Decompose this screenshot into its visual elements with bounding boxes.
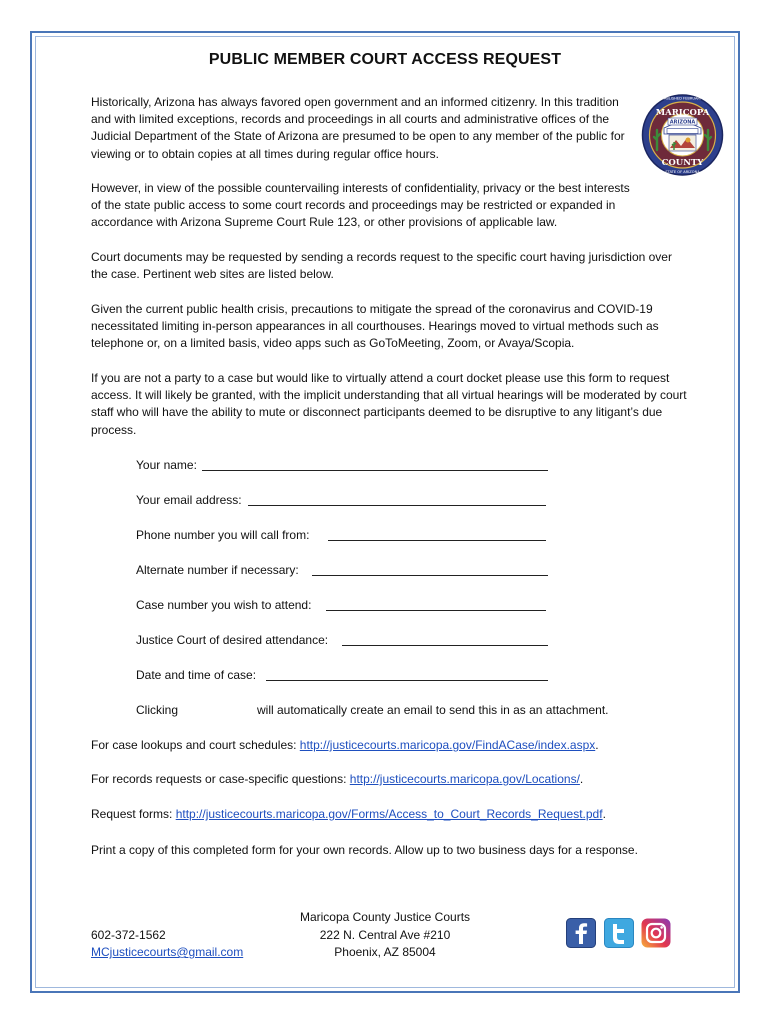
clicking-prefix: Clicking xyxy=(136,703,179,717)
alt-phone-input-line[interactable] xyxy=(312,575,548,576)
case-number-label: Case number you wish to attend: xyxy=(136,598,312,612)
footer-address-line3: Phoenix, AZ 85004 xyxy=(334,945,436,959)
records-request-label: For records requests or case-specific questions: xyxy=(91,772,350,786)
justice-court-field[interactable] xyxy=(136,633,328,648)
email-field[interactable] xyxy=(136,493,242,508)
phone-field[interactable] xyxy=(136,528,309,543)
seal-banner: ARIZONA xyxy=(669,119,696,126)
case-lookup-label: For case lookups and court schedules: xyxy=(91,738,300,752)
twitter-icon[interactable] xyxy=(604,918,634,948)
intro-paragraph: Historically, Arizona has always favored open government and an informed citizenry. In this tradition and with limited exceptions, records and proceedings in all courts and administrative offices of the Judicial Department of the State of Arizona are presumed to be open to any member of the public for viewing or to obtain copies at all times during regular office hours. xyxy=(91,95,625,161)
name-field[interactable] xyxy=(136,458,197,473)
seal-ring-bottom: STATE OF ARIZONA xyxy=(665,170,700,174)
case-number-field[interactable] xyxy=(136,598,311,613)
phone-input-line[interactable] xyxy=(328,540,546,541)
records-request-line xyxy=(91,772,583,787)
case-number-input-line[interactable] xyxy=(326,610,546,611)
phone-label: Phone number you will call from: xyxy=(136,528,310,542)
alt-phone-label: Alternate number if necessary: xyxy=(136,563,299,577)
case-lookup-end: . xyxy=(595,738,599,752)
seal-bottom-text: COUNTY xyxy=(661,158,704,168)
case-lookup-link[interactable]: http://justicecourts.maricopa.gov/FindACase/index.aspx xyxy=(299,738,596,752)
request-forms-label: Request forms: xyxy=(91,807,176,821)
maricopa-county-seal-icon xyxy=(641,90,724,188)
seal-ring-top: ESTABLISHED FEBRUARY 14 xyxy=(657,96,708,101)
request-forms-end: . xyxy=(602,807,606,821)
justice-court-label: Justice Court of desired attendance: xyxy=(136,633,329,647)
date-time-label: Date and time of case: xyxy=(136,668,257,682)
date-time-input-line[interactable] xyxy=(266,680,548,681)
facebook-icon[interactable] xyxy=(566,918,596,948)
footer-address-line1: Maricopa County Justice Courts xyxy=(299,910,471,924)
court-documents-paragraph: Court documents may be requested by sending a records request to the specific court having jurisdiction over the case. Pertinent web sites are listed below. xyxy=(91,250,672,282)
footer-phone: 602-372-1562 xyxy=(91,928,166,942)
name-input-line[interactable] xyxy=(202,470,548,471)
request-forms-link[interactable]: http://justicecourts.maricopa.gov/Forms/Access_to_Court_Records_Request.pdf xyxy=(175,807,603,821)
footer-email-link[interactable]: MCjusticecourts@gmail.com xyxy=(91,945,244,959)
public-health-paragraph: Given the current public health crisis, precautions to mitigate the spread of the coronavirus and COVID-19 necessitated limiting in-person appearances in all courthouses. Hearings moved to virtual methods such as telephone or, on a limited basis, video apps such as GoToMeeting, Zoom, or Avaya/Scopia. xyxy=(91,302,659,351)
instagram-icon[interactable] xyxy=(641,918,671,948)
footer-address-line2: 222 N. Central Ave #210 xyxy=(319,927,451,942)
email-label: Your email address: xyxy=(136,493,242,507)
records-request-end: . xyxy=(579,772,584,786)
alt-phone-field[interactable] xyxy=(136,563,299,578)
print-note: Print a copy of this completed form for your own records. Allow up to two business days for a response. xyxy=(91,843,638,857)
seal-top-text: MARICOPA xyxy=(655,108,710,118)
request-forms-line xyxy=(91,807,606,822)
date-time-field[interactable] xyxy=(136,668,256,683)
page-title: PUBLIC MEMBER COURT ACCESS REQUEST xyxy=(208,51,562,68)
restrictions-paragraph: However, in view of the possible countervailing interests of confidentiality, privacy or the best interests of the state public access to some court records and proceedings may be restricted or expanded in accordance with Arizona Supreme Court Rule 123, or other provisions of applicable law. xyxy=(91,181,630,230)
name-label: Your name: xyxy=(136,458,197,472)
email-input-line[interactable] xyxy=(248,505,546,506)
clicking-suffix: will automatically create an email to send this in as an attachment. xyxy=(257,703,609,717)
records-request-link[interactable]: http://justicecourts.maricopa.gov/Locations/ xyxy=(349,772,580,786)
case-lookup-line xyxy=(91,738,599,753)
virtual-attend-paragraph: If you are not a party to a case but would like to virtually attend a court docket please use this form to request access. It will likely be granted, with the implicit understanding that all virtual hearings will be moderated by court staff who will have the ability to mute or disconnect participants deemed to be disruptive to any litigant’s due process. xyxy=(91,371,687,437)
justice-court-input-line[interactable] xyxy=(342,645,548,646)
